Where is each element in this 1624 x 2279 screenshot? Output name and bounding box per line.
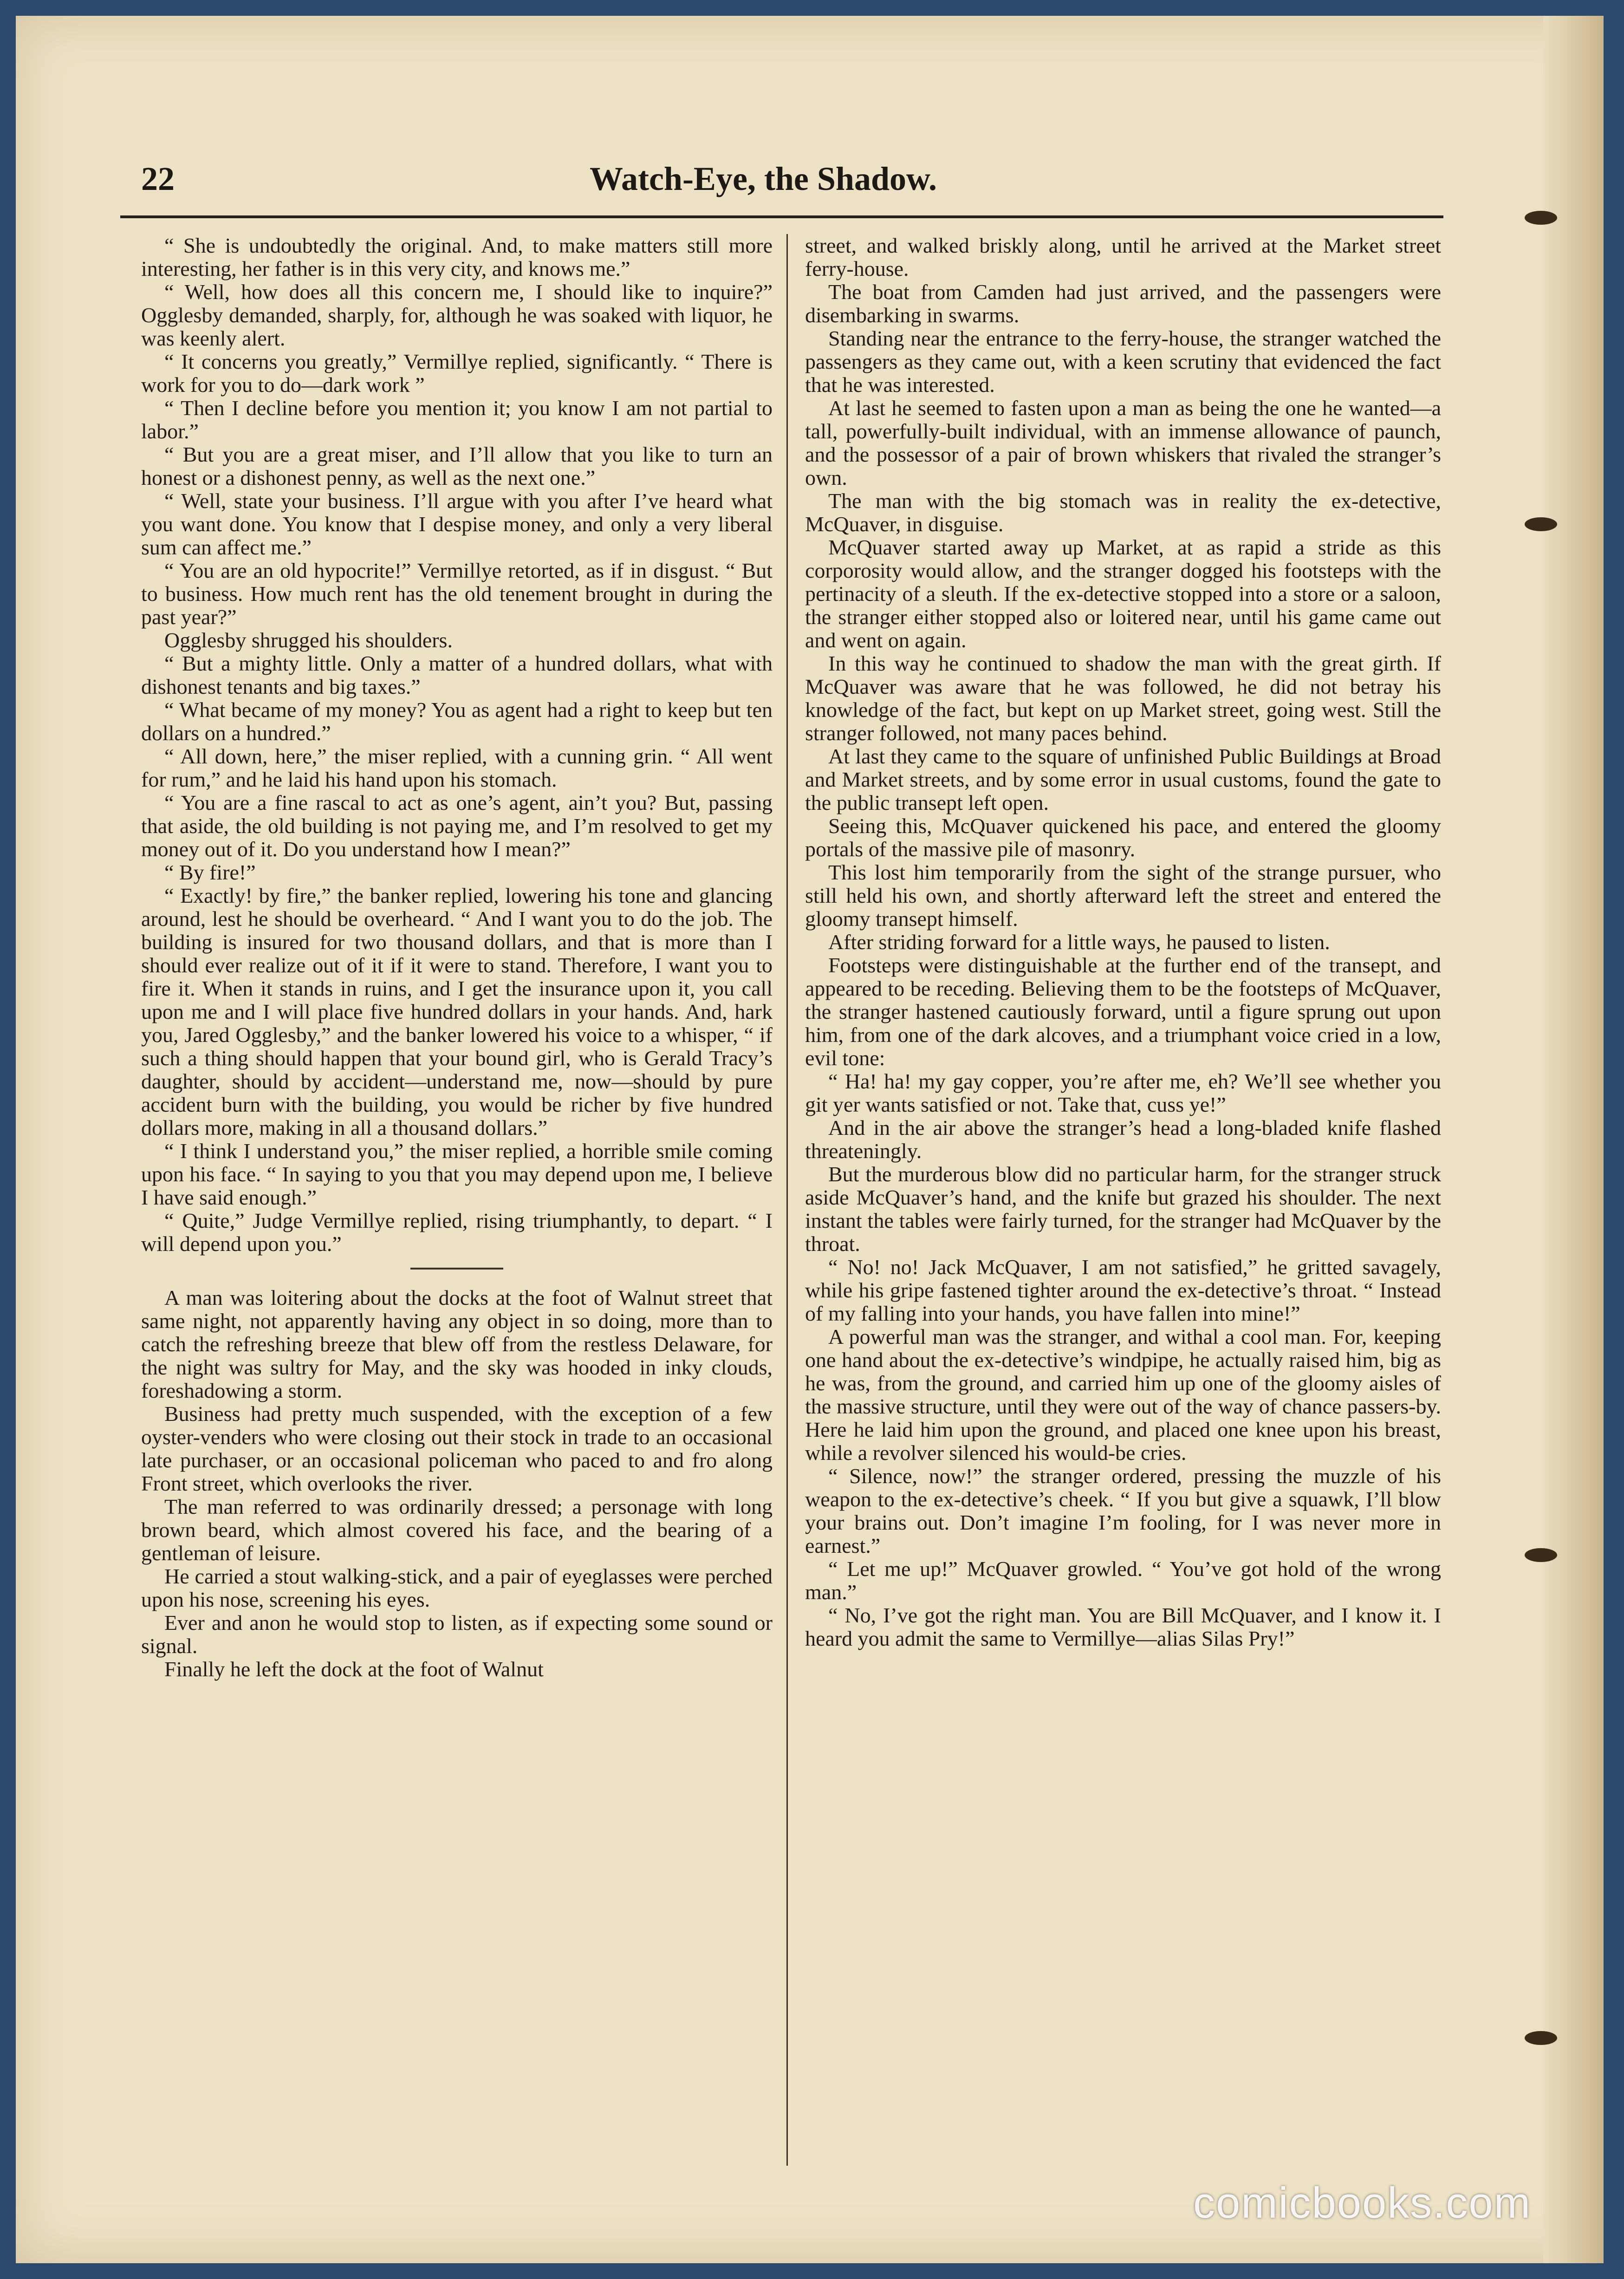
paragraph: “ She is undoubtedly the original. And, to make matters still more interesting, her father is in this very city, and knows me.”: [141, 234, 773, 280]
section-break-rule: [410, 1268, 503, 1270]
paragraph: A powerful man was the stranger, and withal a cool man. For, keeping one hand about the ex-detective’s windpipe, he actually raised him, big as he was, from the ground, and carried him up one of the gloomy aisles of the massive structure, until they were out of the way of chance passers-by. Here he laid him upon the ground, and placed one knee upon his breast, while a revolver silenced his would-be cries.: [805, 1325, 1441, 1465]
binding-hole: [1525, 2031, 1557, 2045]
paragraph: Ogglesby shrugged his shoulders.: [164, 628, 453, 652]
paragraph: street, and walked briskly along, until he arrived at the Market street ferry-house.: [805, 234, 1441, 280]
column-divider: [786, 234, 788, 2166]
paragraph: At last they came to the square of unfinished Public Buildings at Broad and Market streets, and by some error in usual customs, found the gate to the public transept left open.: [805, 744, 1441, 814]
paragraph: A man was loitering about the docks at the foot of Walnut street that same night, not apparently having any object in so doing, more than to catch the refreshing breeze that blew off from the restless Delaware, for the night was sultry for May, and the sky was hooded in inky clouds, foreshadowing a storm.: [141, 1286, 773, 1402]
paragraph: “ Then I decline before you mention it; you know I am not partial to labor.”: [141, 396, 773, 443]
paragraph: “ What became of my money? You as agent had a right to keep but ten dollars on a hundred.”: [141, 698, 773, 745]
paragraph: He carried a stout walking-stick, and a pair of eyeglasses were perched upon his nose, screening his eyes.: [141, 1564, 773, 1611]
paragraph: In this way he continued to shadow the man with the great girth. If McQuaver was aware that he was followed, he did not betray his knowledge of the fact, but kept on up Market street, going west. Still the stranger followed, not many paces behind.: [805, 651, 1441, 745]
page-binding: [1543, 16, 1604, 2263]
paragraph: But the murderous blow did no particular harm, for the stranger struck aside McQuaver’s hand, and the knife but grazed his shoulder. The next instant the tables were fairly turned, for the stranger had McQuaver by the throat.: [805, 1162, 1441, 1256]
paragraph: “ Well, state your business. I’ll argue with you after I’ve heard what you want done. You know that I despise money, and only a very liberal sum can affect me.”: [141, 489, 773, 559]
paragraph: Footsteps were distinguishable at the further end of the transept, and appeared to be receding. Believing them to be the footsteps of McQuaver, the stranger hastened cautiously forward, until a figure sprung out upon him, from one of the dark alcoves, and a triumphant voice cried in a low, evil tone:: [805, 953, 1441, 1070]
paragraph: McQuaver started away up Market, at as rapid a stride as this corporosity would allow, and the stranger dogged his footsteps with the pertinacity of a sleuth. If the ex-detective stopped into a store or a saloon, the stranger either stopped also or loitered near, until his game came out and went on again.: [805, 535, 1441, 652]
paragraph: “ All down, here,” the miser replied, with a cunning grin. “ All went for rum,” and he laid his hand upon his stomach.: [141, 744, 773, 791]
header-rule: [120, 215, 1443, 218]
paragraph: “ No, I’ve got the right man. You are Bill McQuaver, and I know it. I heard you admit the same to Vermillye—alias Silas Pry!”: [805, 1603, 1441, 1650]
page-header: [109, 155, 1418, 202]
paragraph: The man with the big stomach was in reality the ex-detective, McQuaver, in disguise.: [805, 489, 1441, 536]
paragraph: Ever and anon he would stop to listen, as if expecting some sound or signal.: [141, 1611, 773, 1658]
paragraph: “ Exactly! by fire,” the banker replied, lowering his tone and glancing around, lest he should be overheard. “ And I want you to do the job. The building is insured for two thousand dollars, and that is more than I should ever realize out of it if it were to stand. Therefore, I want you to fire it. When it stands in ruins, and I get the insurance upon it, you call upon me and I will place five hundred dollars in your hands. And, hark you, Jared Ogglesby,” and the banker lowered his voice to a whisper, “ if such a thing should happen that your bound girl, who is Gerald Tracy’s daughter, should by accident—understand me, now—should by pure accident burn with the building, you would be richer by five hundred dollars more, making in all a thousand dollars.”: [141, 884, 773, 1140]
running-title: Watch-Eye, the Shadow.: [589, 160, 937, 197]
watermark: comicbooks.com: [1193, 2178, 1531, 2227]
paragraph: “ But a mighty little. Only a matter of a hundred dollars, what with dishonest tenants and big taxes.”: [141, 651, 773, 698]
paragraph: “ You are an old hypocrite!” Vermillye retorted, as if in disgust. “ But to business. How much rent has the old tenement brought in during the past year?”: [141, 559, 773, 629]
paragraph: “ Well, how does all this concern me, I should like to inquire?” Ogglesby demanded, sharply, for, although he was soaked with liquor, he was keenly alert.: [141, 280, 773, 350]
paragraph: Finally he left the dock at the foot of Walnut: [164, 1657, 544, 1681]
paragraph: Seeing this, McQuaver quickened his pace, and entered the gloomy portals of the massive pile of masonry.: [805, 814, 1441, 861]
binding-hole: [1525, 517, 1557, 531]
paragraph: “ Ha! ha! my gay copper, you’re after me, eh? We’ll see whether you git yer wants satisfied or not. Take that, cuss ye!”: [805, 1069, 1441, 1116]
paragraph: Business had pretty much suspended, with the exception of a few oyster-venders who were closing out their stock in trade to an occasional late purchaser, or an occasional policeman who paced to and fro along Front street, which overlooks the river.: [141, 1402, 773, 1495]
binding-hole: [1525, 1548, 1557, 1562]
book-page: [16, 16, 1604, 2263]
paragraph: The man referred to was ordinarily dressed; a personage with long brown beard, which almost covered his face, and the bearing of a gentleman of leisure.: [141, 1495, 773, 1565]
paragraph: At last he seemed to fasten upon a man as being the one he wanted—a tall, powerfully-built individual, with an immense allowance of paunch, and the possessor of a pair of brown whiskers that rivaled the stranger’s own.: [805, 396, 1441, 489]
binding-hole: [1525, 211, 1557, 225]
paragraph: Standing near the entrance to the ferry-house, the stranger watched the passengers as they came out, with a keen scrutiny that evidenced the fact that he was interested.: [805, 326, 1441, 397]
paragraph: The boat from Camden had just arrived, and the passengers were disembarking in swarms.: [805, 280, 1441, 327]
paragraph: “ You are a fine rascal to act as one’s agent, ain’t you? But, passing that aside, the old building is not paying me, and I’m resolved to get my money out of it. Do you understand how I mean?”: [141, 791, 773, 861]
paragraph: And in the air above the stranger’s head a long-bladed knife flashed threateningly.: [805, 1116, 1441, 1163]
paragraph: “ Quite,” Judge Vermillye replied, rising triumphantly, to depart. “ I will depend upon you.”: [141, 1209, 773, 1256]
paragraph: “ It concerns you greatly,” Vermillye replied, significantly. “ There is work for you to do—dark work ”: [141, 350, 773, 397]
paragraph: “ By fire!”: [164, 860, 256, 884]
paragraph: “ I think I understand you,” the miser replied, a horrible smile coming upon his face. “ In saying to you that you may depend upon me, I believe I have said enough.”: [141, 1139, 773, 1209]
paragraph: “ No! no! Jack McQuaver, I am not satisfied,” he gritted savagely, while his gripe fastened tighter around the ex-detective’s throat. “ Instead of my falling into your hands, you have fallen into mine!”: [805, 1255, 1441, 1325]
paragraph: After striding forward for a little ways, he paused to listen.: [828, 930, 1330, 954]
paragraph: “ Silence, now!” the stranger ordered, pressing the muzzle of his weapon to the ex-detective’s cheek. “ If you but give a squawk, I’ll blow your brains out. Don’t imagine I’m fooling, for I was never more in earnest.”: [805, 1464, 1441, 1557]
paragraph: “ But you are a great miser, and I’ll allow that you like to turn an honest or a dishonest penny, as well as the next one.”: [141, 443, 773, 489]
page-number: 22: [141, 160, 175, 197]
right-column: [805, 234, 1441, 1650]
left-column: [141, 234, 773, 1681]
paragraph: “ Let me up!” McQuaver growled. “ You’ve got hold of the wrong man.”: [805, 1557, 1441, 1604]
paragraph: This lost him temporarily from the sight of the strange pursuer, who still held his own, and shortly afterward left the street and entered the gloomy transept himself.: [805, 860, 1441, 931]
